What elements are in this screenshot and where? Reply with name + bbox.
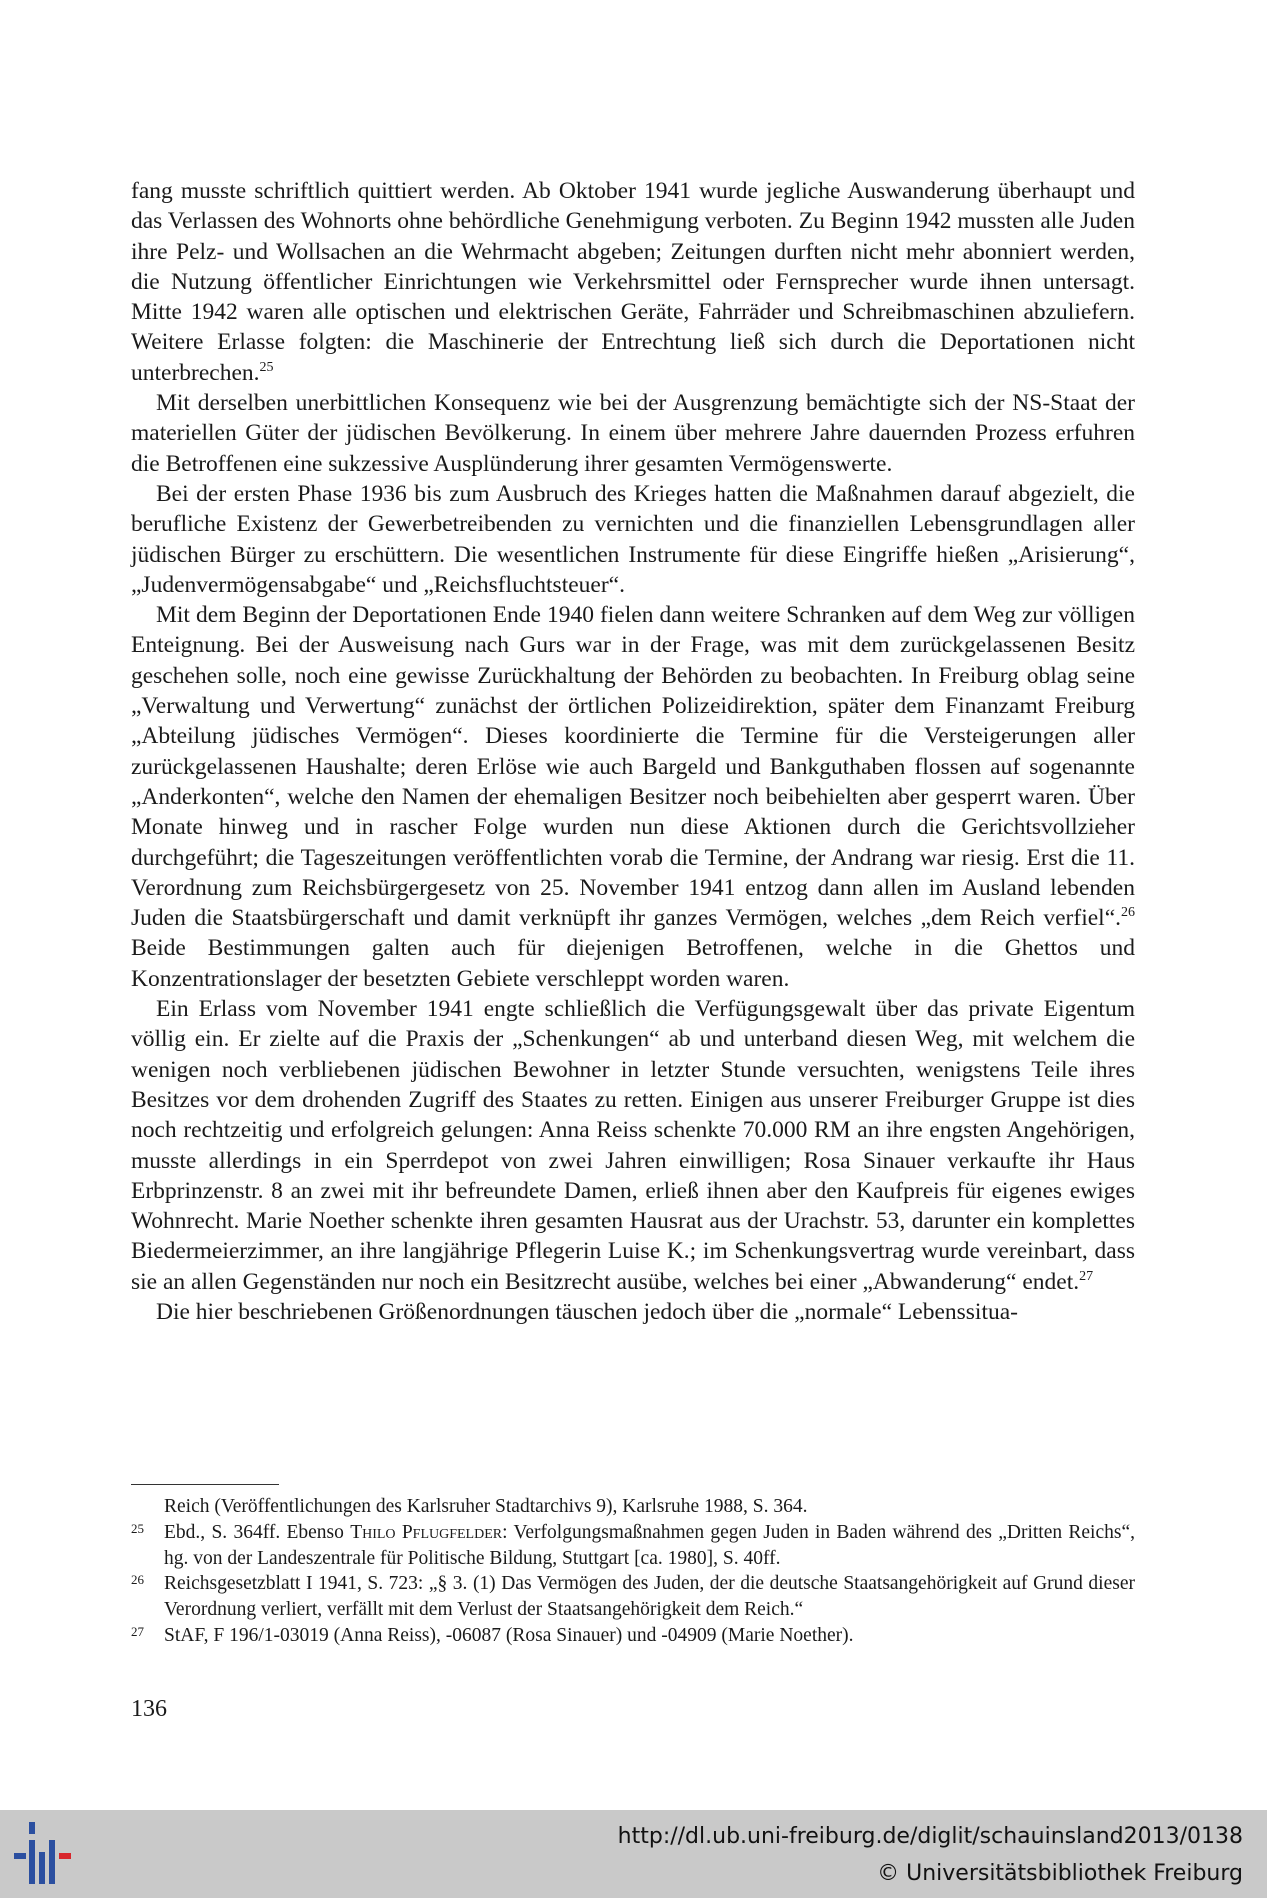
paragraph-text: Mit dem Beginn der Deportationen Ende 1940 fielen dann weitere Schranken auf dem Weg zur völligen Enteignung. Bei der Ausweisung nach Gurs war in der Frage, was mit dem zurückgelassenen Besitz geschehen solle, noch eine gewisse Zurückhaltung der Behörden zu beobachten. In Freiburg oblag seine „Verwaltung und Verwertung“ zunächst der örtlichen Polizeidirektion, später dem Finanzamt Freiburg „Abteilung jüdisches Vermögen“. Dieses koordinierte die Termine für die Versteigerungen aller zurückgelassenen Haushalte; deren Erlöse wie auch Bargeld und Bankguthaben flossen auf sogenannte „Anderkonten“, welche den Namen der ehemaligen Besitzer noch beibehielten aber gesperrt waren. Über Monate hinweg und in rascher Folge wurden nun diese Aktionen durch die Gerichtsvollzieher durchgeführt; die Tageszeitungen veröffentlichten vorab die Termine, der Andrang war riesig. Erst die 11. Verordnung zum Reichsbürgergesetz von 25. November 1941 entzog dann allen im Ausland lebenden Juden die Staatsbürgerschaft und damit verknüpft ihr ganzes Vermögen, welches „dem Reich verfiel“. <box>131 602 1135 932</box>
footer-url-link[interactable]: http://dl.ub.uni-freiburg.de/diglit/schauinsland2013/0138 <box>617 1824 1243 1849</box>
paragraph-text: Beide Bestimmungen galten auch für diejenigen Betroffenen, welche in die Ghettos und Konzentrationslager der besetzten Gebiete verschleppt worden waren. <box>131 935 1135 992</box>
paragraph <box>131 479 1135 600</box>
footnote-25 <box>131 1520 1135 1572</box>
footnote-text: : Verfolgungsmaßnahmen gegen Juden in Baden während des „Dritten Reichs“, hg. von der Landeszentrale für Politische Bildung, Stuttgart [ca. 1980], S. 40ff. <box>164 1521 1135 1569</box>
footnote-number: 27 <box>131 1623 144 1639</box>
main-text <box>131 176 1135 1327</box>
footnote-ref[interactable]: 25 <box>259 359 274 375</box>
footnote-text: Reich (Veröffentlichungen des Karlsruher Stadtarchivs 9), Karlsruhe 1988, S. 364. <box>164 1496 808 1517</box>
page-number: 136 <box>131 1696 167 1722</box>
ub-freiburg-logo-icon[interactable] <box>14 1822 76 1892</box>
footnote-ref[interactable]: 27 <box>1079 1268 1094 1284</box>
footnote-divider <box>131 1484 279 1485</box>
footnote-author: Thilo Pflugfelder <box>350 1521 503 1543</box>
paragraph-text: Ein Erlass vom November 1941 engte schließlich die Verfügungsgewalt über das private Eigentum völlig ein. Er zielte auf die Praxis der „Schenkungen“ ab und unterband diesen Weg, mit welchem die wenigen noch verbliebenen jüdischen Bewohner in letzter Stunde versuchten, wenigstens Teile ihres Besitzes vor dem drohenden Zugriff des Staates zu retten. Einigen aus unserer Freiburger Gruppe ist dies noch rechtzeitig und erfolgreich gelungen: Anna Reiss schenkte 70.000 RM an ihre engsten Angehörigen, musste allerdings in ein Sperrdepot von zwei Jahren einwilligen; Rosa Sinauer verkaufte ihr Haus Erbprinzenstr. 8 an zwei mit ihr befreundete Damen, erließ ihnen aber den Kaufpreis für eigenes ewiges Wohnrecht. Marie Noether schenkte ihren gesamten Hausrat aus der Urachstr. 53, darunter ein komplettes Biedermeierzimmer, an ihre langjährige Pflegerin Luise K.; im Schenkungsvertrag wurde vereinbart, dass sie an allen Gegenständen nur noch ein Besitzrecht ausübe, welches bei einer „Abwanderung“ endet. <box>131 996 1135 1295</box>
footnote-ref[interactable]: 26 <box>1121 905 1135 921</box>
paragraph-text: fang musste schriftlich quittiert werden. Ab Oktober 1941 wurde jegliche Auswanderung überhaupt und das Verlassen des Wohnorts ohne behördliche Genehmigung verboten. Zu Beginn 1942 mussten alle Juden ihre Pelz- und Wollsachen an die Wehrmacht abgeben; Zeitungen durften nicht mehr abonniert werden, die Nutzung öffentlicher Einrichtungen wie Verkehrsmittel oder Fernsprecher wurde ihnen untersagt. Mitte 1942 waren alle optischen und elektrischen Geräte, Fahrräder und Schreibmaschinen abzuliefern. Weitere Erlasse folgten: die Maschinerie der Entrechtung ließ sich durch die Deportationen nicht unterbrechen. <box>131 178 1135 386</box>
paragraph <box>131 388 1135 479</box>
footer-bar <box>0 1810 1267 1898</box>
footnote-number: 26 <box>131 1572 144 1588</box>
paragraph <box>131 994 1135 1297</box>
footer-copyright: © Universitätsbibliothek Freiburg <box>877 1861 1243 1886</box>
footnote-continuation <box>131 1494 1135 1520</box>
paragraph <box>131 1297 1135 1327</box>
footnotes <box>131 1494 1135 1649</box>
paragraph-text: Die hier beschriebenen Größenordnungen täuschen jedoch über die „normale“ Lebenssitua- <box>156 1298 1018 1325</box>
footnote-text: Ebd., S. 364ff. Ebenso <box>164 1521 351 1543</box>
paragraph-text: Mit derselben unerbittlichen Konsequenz wie bei der Ausgrenzung bemächtigte sich der NS-Staat der materiellen Güter der jüdischen Bevölkerung. In einem über mehrere Jahre dauernden Prozess erfuhren die Betroffenen eine sukzessive Ausplünderung ihrer gesamten Vermögenswerte. <box>131 390 1135 477</box>
footnote-number: 25 <box>131 1520 144 1536</box>
paragraph <box>131 176 1135 388</box>
footnote-text: StAF, F 196/1-03019 (Anna Reiss), -06087 (Rosa Sinauer) und -04909 (Marie Noether). <box>164 1624 854 1646</box>
footnote-text: Reichsgesetzblatt I 1941, S. 723: „§ 3. (1) Das Vermögen des Juden, der die deutsche Staatsangehörigkeit auf Grund dieser Verordnung verliert, verfällt mit dem Verlust der Staatsangehörigkeit dem Reich.“ <box>164 1573 1135 1621</box>
paragraph-text: Bei der ersten Phase 1936 bis zum Ausbruch des Krieges hatten die Maßnahmen darauf abgezielt, die berufliche Existenz der Gewerbetreibenden zu vernichten und die finanziellen Lebensgrundlagen aller jüdischen Bürger zu erschüttern. Die wesentlichen Instrumente für diese Eingriffe hießen „Arisierung“, „Judenvermögensabgabe“ und „Reichsfluchtsteuer“. <box>131 480 1135 598</box>
footnote-26 <box>131 1571 1135 1623</box>
paragraph <box>131 600 1135 994</box>
footnote-27 <box>131 1623 1135 1649</box>
